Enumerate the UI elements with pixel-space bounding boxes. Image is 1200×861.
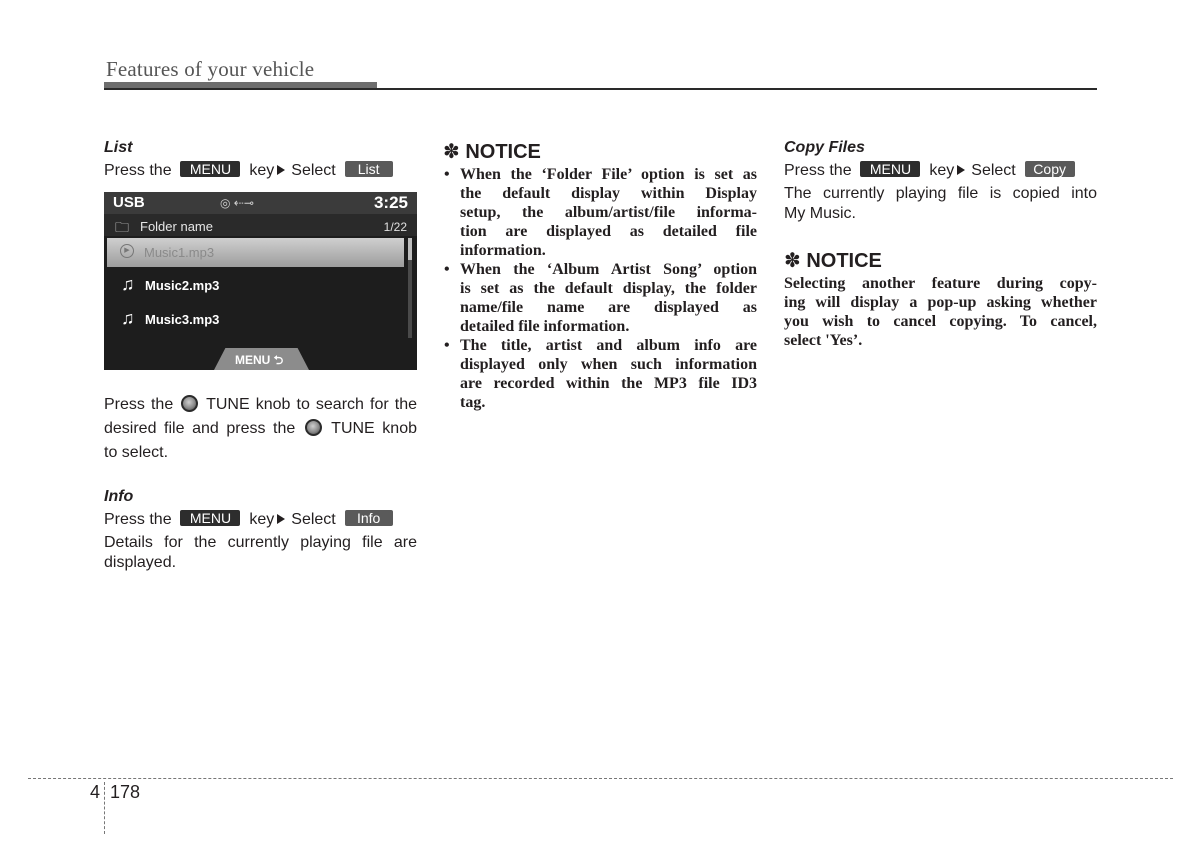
play-icon: ▶ <box>120 244 134 258</box>
footer-section-number: 4 <box>90 782 101 802</box>
bullet-1-line: tion are displayed as detailed file <box>460 223 757 240</box>
list-heading: List <box>104 139 133 156</box>
usb-list-screen <box>104 192 417 370</box>
tune-text-1b: TUNE knob to search for the <box>206 396 417 413</box>
bullet-2-line: name/file name are displayed as <box>460 299 757 316</box>
tune-text-3: to select. <box>104 444 169 461</box>
list-press-text: Press the <box>104 162 172 179</box>
info-desc-line-2: displayed. <box>104 554 177 571</box>
list-instruction <box>104 161 393 181</box>
info-button-icon: Info <box>345 510 393 526</box>
notice-bullet-1 <box>444 165 757 260</box>
info-press-text: Press the <box>104 511 172 528</box>
bullet-icon: • <box>444 337 450 354</box>
list-button-icon: List <box>345 161 393 177</box>
list-select-text: Select <box>291 162 336 179</box>
notice-bullet-list <box>444 165 757 412</box>
tune-knob-icon <box>181 395 198 412</box>
screen-folder-name: Folder name <box>140 219 213 234</box>
bullet-3-line: displayed only when such information <box>460 356 757 373</box>
copy-desc-line-2: My Music. <box>784 205 856 222</box>
menu-key-icon: MENU <box>180 510 240 526</box>
screen-clock: 3:25 <box>373 193 408 212</box>
screen-list-item-1: Music1.mp3 <box>144 245 215 260</box>
footer-page-number: 178 <box>110 782 141 802</box>
screen-list-item-3: Music3.mp3 <box>145 312 220 327</box>
footer-divider <box>104 782 105 834</box>
copy-instruction <box>784 161 1075 181</box>
copy-desc-line-1: The currently playing file is copied into <box>784 185 1097 202</box>
notice-title: ✽ NOTICE <box>443 141 541 163</box>
bullet-1-line: setup, the album/artist/file informa- <box>460 204 757 221</box>
notice-bullet-3 <box>444 336 757 412</box>
copy-button-icon: Copy <box>1025 161 1075 177</box>
arrow-right-icon <box>277 514 285 524</box>
info-description <box>104 533 417 573</box>
info-heading: Info <box>104 488 134 505</box>
info-key-text: key <box>249 511 275 528</box>
screen-status-icons: ◎ ⇠⊸ <box>220 196 254 210</box>
bullet-2-line: When the ‘Album Artist Song’ option <box>460 261 757 278</box>
copy-description <box>784 184 1097 224</box>
bullet-3-line: The title, artist and album info are <box>460 337 757 354</box>
info-instruction <box>104 510 393 530</box>
bullet-icon: • <box>444 261 450 278</box>
notice-bullet-2 <box>444 260 757 336</box>
copy-select-text: Select <box>971 162 1016 179</box>
copy-notice-text <box>784 274 1097 350</box>
page-header-title: Features of your vehicle <box>106 57 315 81</box>
screen-status-bar <box>104 192 417 214</box>
bullet-icon: • <box>444 166 450 183</box>
tune-text-1a: Press the <box>104 396 174 413</box>
copy-notice-line: select 'Yes’. <box>784 332 863 349</box>
bullet-1-line: information. <box>460 242 546 259</box>
copy-notice-line: Selecting another feature during copy- <box>784 275 1097 292</box>
screen-track-count: 1/22 <box>383 220 407 234</box>
screen-menu-label: MENU ⮌ <box>235 353 284 367</box>
list-key-text: key <box>249 162 275 179</box>
folder-icon: 🗀 <box>115 219 129 235</box>
music-note-icon: ♫ <box>121 308 135 328</box>
copy-heading: Copy Files <box>784 139 865 156</box>
menu-key-icon: MENU <box>180 161 240 177</box>
screen-scroll-thumb <box>408 238 412 260</box>
copy-notice-line: you wish to cancel copying. To cancel, <box>784 313 1097 330</box>
notice-title: ✽ NOTICE <box>784 250 882 272</box>
arrow-right-icon <box>277 165 285 175</box>
bullet-1-line: the default display within Display <box>460 185 757 202</box>
bullet-1-line: When the ‘Folder File’ option is set as <box>460 166 757 183</box>
bullet-2-line: is set as the default display, the folder <box>460 280 757 297</box>
bullet-3-line: are recorded within the MP3 file ID3 <box>460 375 757 392</box>
info-select-text: Select <box>291 511 336 528</box>
header-rule <box>104 88 1097 90</box>
screen-list-item-2: Music2.mp3 <box>145 278 220 293</box>
footer-rule <box>28 778 1173 779</box>
bullet-2-line: detailed file information. <box>460 318 630 335</box>
menu-key-icon: MENU <box>860 161 920 177</box>
screen-source-label: USB <box>113 194 145 211</box>
arrow-right-icon <box>957 165 965 175</box>
info-desc-line-1: Details for the currently playing file are <box>104 534 417 551</box>
copy-notice-line: ing will display a pop-up asking whether <box>784 294 1097 311</box>
tune-knob-icon <box>305 419 322 436</box>
music-note-icon: ♫ <box>121 274 135 294</box>
copy-key-text: key <box>929 162 955 179</box>
bullet-3-line: tag. <box>460 394 486 411</box>
copy-press-text: Press the <box>784 162 852 179</box>
tune-text-2b: TUNE knob <box>331 420 417 437</box>
tune-text-2a: desired file and press the <box>104 420 296 437</box>
tune-instruction <box>104 393 417 465</box>
